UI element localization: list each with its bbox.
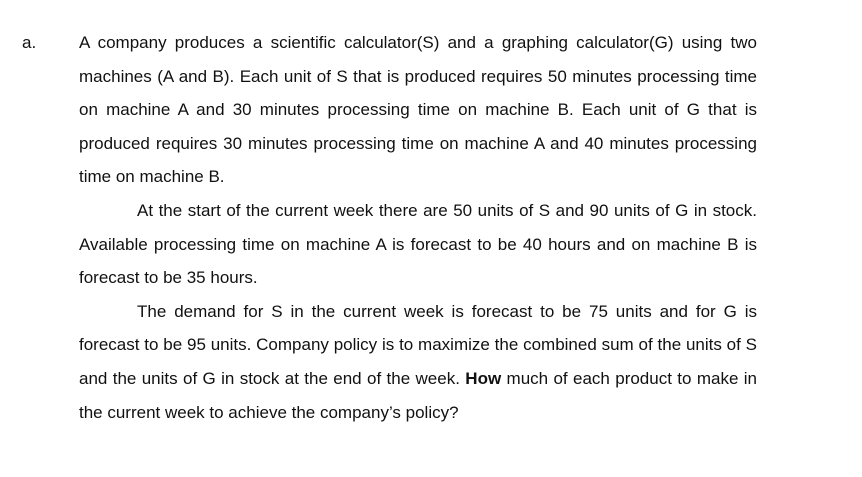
question-text: much of each product to make in the current week to achieve the company’s policy? bbox=[79, 368, 758, 422]
paragraph-demand-and-question bbox=[79, 295, 757, 429]
item-marker: a. bbox=[22, 33, 37, 52]
demand-policy-text: The demand for S in the current week is forecast to be 75 units and for G is forecast to be 95 units. Company policy is to maximize the combined sum of the units of S and the units of G in stock at the end of the week. bbox=[79, 301, 757, 388]
problem-statement bbox=[79, 26, 757, 429]
question-emphasis: How bbox=[465, 368, 502, 388]
paragraph-production-requirements: A company produces a scientific calculator(S) and a graphing calculator(G) using two machines (A and B). Each unit of S that is produced requires 50 minutes processing time on machine A and 30 minutes processing time on machine B. Each unit of G that is produced requires 30 minutes processing time on machine A and 40 minutes processing time on machine B. bbox=[79, 33, 757, 187]
paragraph-stock-and-capacity: At the start of the current week there are 50 units of S and 90 units of G in stock. Available processing time on machine A is forecast to be 40 hours and on machine B is forecast to be 35 hours. bbox=[79, 200, 757, 288]
